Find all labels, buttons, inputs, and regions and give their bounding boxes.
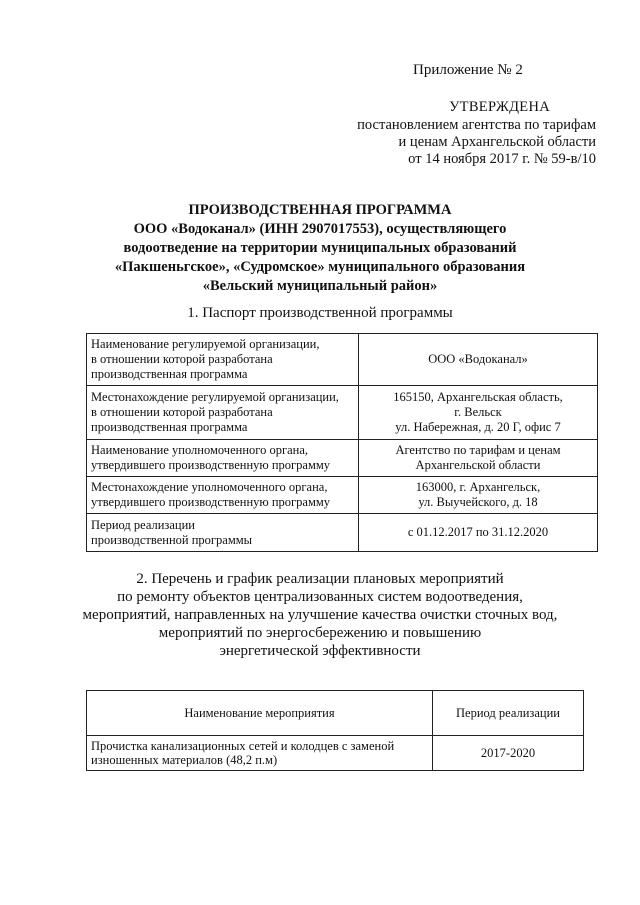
table-row [87, 736, 584, 771]
table-row [87, 477, 598, 514]
activity-name-line: Прочистка канализационных сетей и колодцев с заменой [91, 739, 395, 753]
label-line: производственной программы [91, 532, 253, 547]
title-line: водоотведение на территории муниципальных образований [123, 240, 517, 256]
section-2-title-line: мероприятий, направленных на улучшение качества очистки сточных вод, [82, 607, 558, 623]
value-line: Архангельской области [415, 458, 541, 472]
value-line: Агентство по тарифам и ценам [395, 443, 561, 457]
value-line: ул. Набережная, д. 20 Г, офис 7 [395, 420, 561, 434]
table-row [87, 334, 598, 386]
program-title [60, 201, 580, 296]
label-line: утвердившего производственную программу [91, 458, 331, 472]
passport-label [87, 440, 359, 477]
section-2-title-line: энергетической эффективности [219, 643, 421, 659]
table-row [87, 514, 598, 552]
label-line: Период реализации [91, 517, 195, 532]
title-line: ООО «Водоканал» (ИНН 2907017553), осуществляющего [133, 221, 507, 237]
passport-value [359, 386, 598, 440]
title-line: «Пакшеньгское», «Судромское» муниципального образования [114, 259, 526, 275]
column-header-name: Наименование мероприятия [87, 691, 433, 736]
value-line: 165150, Архангельская область, [393, 390, 563, 404]
appendix-number: Приложение № 2 [413, 62, 523, 78]
title-line: ПРОИЗВОДСТВЕННАЯ ПРОГРАММА [188, 202, 452, 218]
label-line: Наименование регулируемой организации, [91, 337, 320, 351]
passport-value [359, 440, 598, 477]
label-line: в отношении которой разработана [91, 352, 273, 366]
value-line: ул. Выучейского, д. 18 [418, 495, 538, 509]
value-line: 163000, г. Архангельск, [415, 480, 541, 494]
passport-value [359, 514, 598, 552]
passport-label [87, 386, 359, 440]
approved-line: от 14 ноября 2017 г. № 59-в/10 [408, 151, 596, 167]
value-line: ООО «Водоканал» [428, 352, 528, 366]
passport-label [87, 334, 359, 386]
value-line: г. Вельск [454, 405, 502, 419]
passport-table [86, 333, 598, 552]
section-2-title [60, 570, 580, 660]
approved-line: постановлением агентства по тарифам [357, 117, 596, 133]
approved-title: УТВЕРЖДЕНА [449, 99, 550, 115]
label-line: Наименование уполномоченного органа, [91, 443, 308, 457]
title-line: «Вельский муниципальный район» [202, 278, 438, 294]
label-line: Местонахождение уполномоченного органа, [91, 480, 328, 494]
value-line: с 01.12.2017 по 31.12.2020 [407, 525, 549, 539]
section-2-title-line: по ремонту объектов централизованных систем водоотведения, [117, 589, 523, 605]
activity-period: 2017-2020 [433, 736, 584, 771]
activity-name [87, 736, 433, 771]
label-line: Местонахождение регулируемой организации, [91, 390, 339, 404]
label-line: производственная программа [91, 420, 248, 434]
column-header-period: Период реализации [433, 691, 584, 736]
passport-value [359, 334, 598, 386]
label-line: в отношении которой разработана [91, 405, 273, 419]
activities-table [86, 690, 584, 771]
approved-line: и ценам Архангельской области [398, 134, 596, 150]
table-row [87, 386, 598, 440]
passport-value [359, 477, 598, 514]
table-row [87, 440, 598, 477]
passport-label [87, 514, 359, 552]
section-2-title-line: 2. Перечень и график реализации плановых мероприятий [136, 571, 504, 587]
activity-name-line: изношенных материалов (48,2 п.м) [91, 753, 278, 767]
approval-stamp-block [296, 99, 596, 168]
section-1-title: 1. Паспорт производственной программы [187, 305, 453, 321]
section-2-title-line: мероприятий по энергосбережению и повышению [158, 625, 482, 641]
label-line: производственная программа [91, 367, 248, 381]
label-line: утвердившего производственную программу [91, 495, 331, 509]
table-header-row [87, 691, 584, 736]
passport-label [87, 477, 359, 514]
